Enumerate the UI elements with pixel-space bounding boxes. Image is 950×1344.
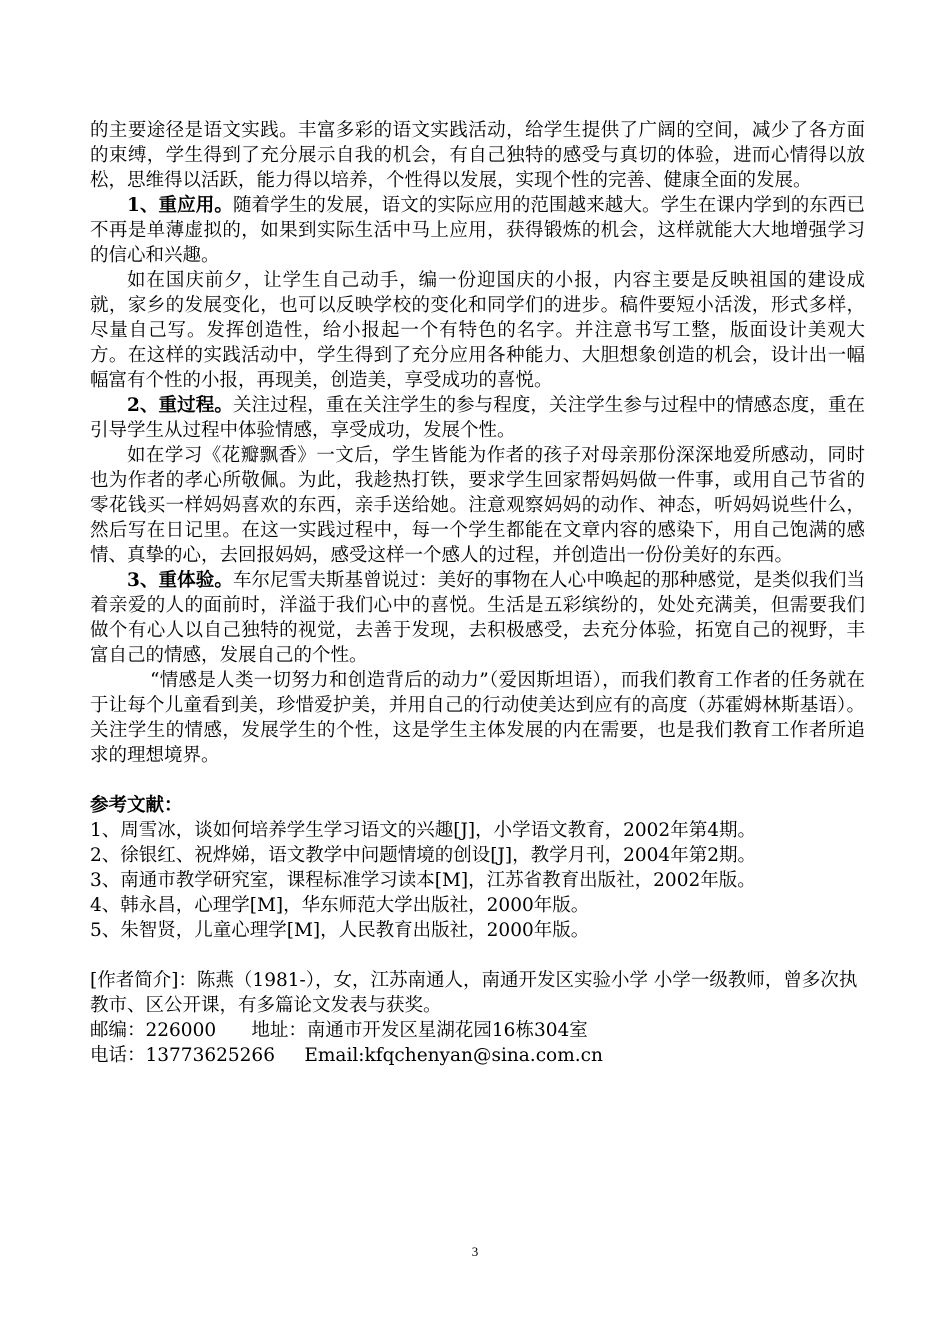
heading-experience: 3、重体验。 bbox=[127, 570, 233, 591]
heading-process: 2、重过程。 bbox=[127, 395, 233, 416]
paragraph-newspaper-example: 如在国庆前夕，让学生自己动手，编一份迎国庆的小报，内容主要是反映祖国的建设成就，家乡的发展变化，也可以反映学校的变化和同学们的进步。稿件要短小活泼，形式多样，尽量自己写。发挥创造性，给小报起一个有特色的名字。并注意书写工整，版面设计美观大方。在这样的实践活动中，学生得到了充分应用各种能力、大胆想象创造的机会，设计出一幅幅富有个性的小报，再现美，创造美，享受成功的喜悦。 bbox=[90, 270, 865, 391]
reference-item: 1、周雪冰，谈如何培养学生学习语文的兴趣[J]，小学语文教育，2002年第4期。 bbox=[90, 820, 756, 841]
page-number: 3 bbox=[471, 1244, 479, 1259]
reference-item: 3、南通市教学研究室，课程标准学习读本[M]，江苏省教育出版社，2002年版。 bbox=[90, 870, 756, 891]
paragraph-mother-example: 如在学习《花瓣飘香》一文后，学生皆能为作者的孩子对母亲那份深深地爱所感动，同时也为作者的孝心所敬佩。为此，我趁热打铁，要求学生回家帮妈妈做一件事，或用自己节省的零花钱买一样妈妈喜欢的东西，亲手送给她。注意观察妈妈的动作、神态，听妈妈说些什么，然后写在日记里。在这一实践过程中，每一个学生都能在文章内容的感染下，用自己饱满的感情、真挚的心，去回报妈妈，感受这样一个感人的过程，并创造出一份份美好的东西。 bbox=[90, 445, 865, 566]
paragraph-emotion-quote: “情感是人类一切努力和创造背后的动力”（爱因斯坦语），而我们教育工作者的任务就在于让每个儿童看到美，珍惜爱护美，并用自己的行动使美达到应有的高度（苏霍姆林斯基语）。关注学生的情感，发展学生的个性，这是学生主体发展的内在需要，也是我们教育工作者所追求的理想境界。 bbox=[90, 670, 865, 766]
reference-item: 4、韩永昌，心理学[M]，华东师范大学出版社，2000年版。 bbox=[90, 895, 590, 916]
author-postcode-address: 邮编：226000 地址：南通市开发区星湖花园16栋304室 bbox=[90, 1020, 588, 1041]
paragraph-intro: 的主要途径是语文实践。丰富多彩的语文实践活动，给学生提供了广阔的空间，减少了各方面的束缚，学生得到了充分展示自我的机会，有自己独特的感受与真切的体验，进而心情得以放松，思维得以活跃，能力得以培养，个性得以发展，实现个性的完善、健康全面的发展。 bbox=[90, 120, 865, 191]
paragraph-application bbox=[90, 193, 865, 268]
spacer bbox=[90, 943, 865, 968]
paragraph-process bbox=[90, 393, 865, 443]
paragraph-experience-text: 车尔尼雪夫斯基曾说过：美好的事物在人心中唤起的那种感觉，是类似我们当着亲爱的人的面前时，洋溢于我们心中的喜悦。生活是五彩缤纷的，处处充满美，但需要我们做个有心人以自己独特的视觉，去善于发现，去积极感受，去充分体验，拓宽自己的视野，丰富自己的情感，发展自己的个性。 bbox=[90, 570, 865, 666]
document-body bbox=[90, 118, 865, 1068]
reference-item: 5、朱智贤，儿童心理学[M]，人民教育出版社，2000年版。 bbox=[90, 920, 590, 941]
paragraph-process-text: 关注过程，重在关注学生的参与程度，关注学生参与过程中的情感态度，重在引导学生从过程中体验情感，享受成功，发展个性。 bbox=[90, 395, 865, 441]
paragraph-experience bbox=[90, 568, 865, 668]
reference-item: 2、徐银红、祝烨娣，语文教学中问题情境的创设[J]，教学月刊，2004年第2期。 bbox=[90, 845, 756, 866]
heading-application: 1、重应用。 bbox=[127, 195, 233, 216]
spacer bbox=[90, 768, 865, 793]
references-title: 参考文献： bbox=[90, 795, 183, 816]
author-bio: [作者简介]：陈燕（1981-），女，江苏南通人，南通开发区实验小学 小学一级教师，曾多次执教市、区公开课，有多篇论文发表与获奖。 bbox=[90, 970, 858, 1016]
author-phone-email: 电话：13773625266 Email:kfqchenyan@sina.com.cn bbox=[90, 1045, 603, 1066]
paragraph-application-text: 随着学生的发展，语文的实际应用的范围越来越大。学生在课内学到的东西已不再是单薄虚拟的，如果到实际生活中马上应用，获得锻炼的机会，这样就能大大地增强学习的信心和兴趣。 bbox=[90, 195, 865, 266]
